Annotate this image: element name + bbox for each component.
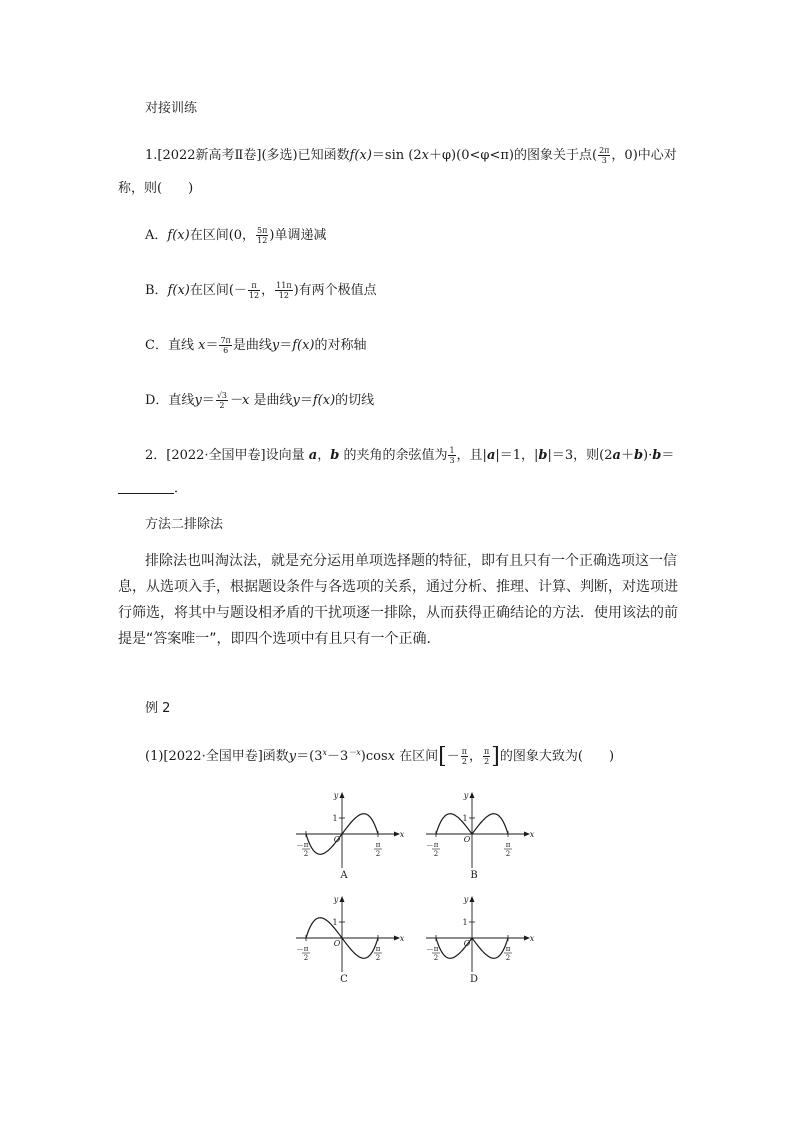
q2-prefix: 2．[2022·全国甲卷]设向量 [145,448,309,463]
q1-fx: f(x) [349,148,372,163]
option-graphs [0,780,794,1000]
tick-pos-den-B: 2 [505,850,511,858]
section-title: 对接训练 [145,101,198,116]
q2-dot: )· [643,448,653,463]
ex1-sup1: x [322,748,327,757]
tick-one-label-D: 1 [462,918,468,927]
option-b-fx: f(x) [167,283,190,298]
q2-den: 3 [449,456,455,465]
tick-pos-num-C: π [375,945,381,953]
option-c-x: x [198,338,206,353]
option-a-num: 5π [257,226,268,235]
option-b-text2: )有两个极值点 [293,283,377,298]
q2-text3: |＝1，| [495,448,539,463]
ex1-comma: ， [469,749,483,764]
tick-neg-den-C: 2 [303,954,309,962]
tick-one-label-C: 1 [332,918,338,927]
question-1-line1 [145,146,677,165]
y-arrow-D [470,896,475,902]
question-2-line1 [145,446,674,465]
graph-label-B: B [470,870,478,881]
q2-end: ． [174,481,188,496]
question-1-line2: 称，则( ) [118,181,194,196]
graph-label-A: A [340,870,348,881]
option-c-eq: ＝ [205,338,219,353]
q1-phi: ＋φ)(0<φ<π) [428,148,514,163]
example-1-question [145,744,615,769]
option-d-den: 2 [219,401,225,410]
graph-label-C: C [340,974,348,985]
ex1-d2: 2 [484,757,490,766]
q2-plus: ＋ [620,448,634,463]
option-d-text1: 是曲线 [253,393,293,408]
q2-vector-a: a [308,448,318,463]
option-b-n1: π [248,281,260,291]
option-d-text2: 的切线 [335,393,375,408]
option-c-den: 6 [223,346,229,355]
option-c-label: C．直线 [145,338,199,353]
q1-x: x [421,148,429,163]
y-label-B: y [463,791,469,800]
ex1-n2: π [484,747,490,756]
tick-neg-num-D: π [433,945,439,953]
example-title: 例 2 [145,701,171,716]
tick-neg-den-B: 2 [433,850,439,858]
q2-text1: 的夹角的余弦值为 [339,448,448,463]
x-label-C: x [399,934,405,943]
ex1-y: y [288,749,297,764]
tick-neg-den-D: 2 [433,954,439,962]
tick-one-label-B: 1 [462,814,468,823]
option-b-fraction-2 [275,281,292,300]
q2-vector-b4: b [652,448,662,463]
q2-vector-b3: b [633,448,644,463]
tick-neg-den-A: 2 [303,850,309,858]
option-d-label: D．直线 [145,393,195,408]
option-c-text2: 的对称轴 [314,338,367,353]
option-b-n2: 11π [276,281,292,290]
ex1-cos: )cos [360,749,388,764]
q2-vector-a3: a [612,448,621,463]
tick-neg-num-C: π [303,945,309,953]
q2-vector-b: b [330,448,340,463]
q2-num: 1 [449,446,455,455]
option-c-num: 7π [220,336,231,345]
option-a-text2: )单调递减 [269,228,327,243]
option-c-eq2: ＝ [279,338,293,353]
origin-D: O [463,939,471,948]
tick-neg-sign-C: － [296,945,304,954]
q2-text2: ，且| [456,448,487,463]
q2-text4: |＝3，则(2 [547,448,613,463]
ex1-left-bracket: [ [438,744,447,769]
x-label-B: x [529,830,535,839]
option-b-label: B． [145,283,168,298]
q1-pt-num: 2π [599,146,610,155]
tick-pos-num-B: π [505,841,511,849]
q1-prefix: 1.[2022新高考Ⅱ卷](多选)已知函数 [145,148,350,163]
option-d-eq2: ＝ [299,393,313,408]
option-a-label: A． [145,228,168,243]
q1-eq: ＝sin (2 [371,148,422,163]
tick-pos-num-A: π [375,841,381,849]
tick-pos-den-C: 2 [375,954,381,962]
q2-fraction [448,446,455,465]
option-c-text1: 是曲线 [232,338,272,353]
ex1-text2: 的图象大致为( ) [499,749,615,764]
origin-C: O [333,939,341,948]
q2-vector-b2: b [538,448,548,463]
y-arrow-A [340,792,345,798]
option-a [145,226,326,245]
option-d-eq: ＝ [201,393,215,408]
tick-one-label-A: 1 [332,814,338,823]
q2-vector-a2: a [486,448,496,463]
option-b-fraction-1 [248,281,260,300]
tick-pos-den-A: 2 [375,850,381,858]
ex1-eq: ＝(3 [296,749,323,764]
option-b-d2: 12 [278,291,289,300]
tick-pos-den-D: 2 [505,954,511,962]
tick-neg-sign-A: － [296,841,304,850]
ex1-fraction-2 [483,747,490,766]
ex1-sup2: －x [348,748,361,757]
origin-A: O [333,835,341,844]
option-d-y2: y [292,393,300,408]
option-b-comma: ， [261,283,275,298]
option-b-text1: 在区间(－ [189,283,247,298]
tick-neg-sign-B: － [426,841,434,850]
x-label-A: x [399,830,405,839]
origin-B: O [463,835,471,844]
tick-pos-num-D: π [505,945,511,953]
method-title: 方法二排除法 [145,517,224,532]
y-label-D: y [463,895,469,904]
q1-pt-den: 3 [601,156,607,165]
x-label-D: x [529,934,535,943]
option-b-d1: 12 [248,291,260,300]
ex1-right-bracket: ] [491,744,500,769]
y-arrow-C [340,896,345,902]
option-d-minus-x: －x [229,393,250,408]
method-body: 排除法也叫淘汰法，就是充分运用单项选择题的特征，即有且只有一个正确选项这一信息，从选项入手，根据题设条件与各选项的关系，通过分析、推理、计算、判断，对选项进行筛选，将其中与题设相矛盾的干扰项逐一排除，从而获得正确结论的方法．使用该法的前提是“答案唯一”，即四个选项中有且只有一个正确． [118,553,678,647]
y-label-C: y [333,895,339,904]
q1-point-fraction [598,146,610,165]
ex1-fraction-1 [461,747,468,766]
option-d-fraction [216,391,228,410]
tick-neg-num-A: π [303,841,309,849]
option-c [145,336,367,355]
ex1-x: x [387,749,395,764]
option-d-y: y [194,393,202,408]
ex1-text1: 在区间 [395,749,439,764]
q2-eq: ＝ [661,448,675,463]
ex1-minus: －3 [327,749,349,764]
q2-comma: ， [317,448,331,463]
question-2-line2 [118,480,187,498]
option-d [145,391,374,410]
option-d-fx: f(x) [312,393,336,408]
option-c-fraction [219,336,231,355]
option-a-text1: 在区间(0， [189,228,256,243]
ex1-n1: π [461,747,468,756]
y-arrow-B [470,792,475,798]
answer-blank [118,492,174,494]
q1-mid: 的图象关于点( [513,148,598,163]
q1-after-point: ，0)中心对 [611,148,677,163]
option-d-num: √3 [216,391,227,400]
option-a-fraction [256,226,268,245]
option-b [145,281,377,300]
option-c-y: y [271,338,280,353]
option-a-den: 12 [257,236,268,245]
ex1-neg: － [446,749,460,764]
ex1-prefix: (1)[2022·全国甲卷]函数 [145,749,289,764]
option-a-fx: f(x) [167,228,190,243]
ex1-d1: 2 [461,757,467,766]
tick-neg-sign-D: － [426,945,434,954]
y-label-A: y [333,791,339,800]
tick-neg-num-B: π [433,841,439,849]
graph-label-D: D [469,974,479,985]
option-c-fx: f(x) [292,338,315,353]
